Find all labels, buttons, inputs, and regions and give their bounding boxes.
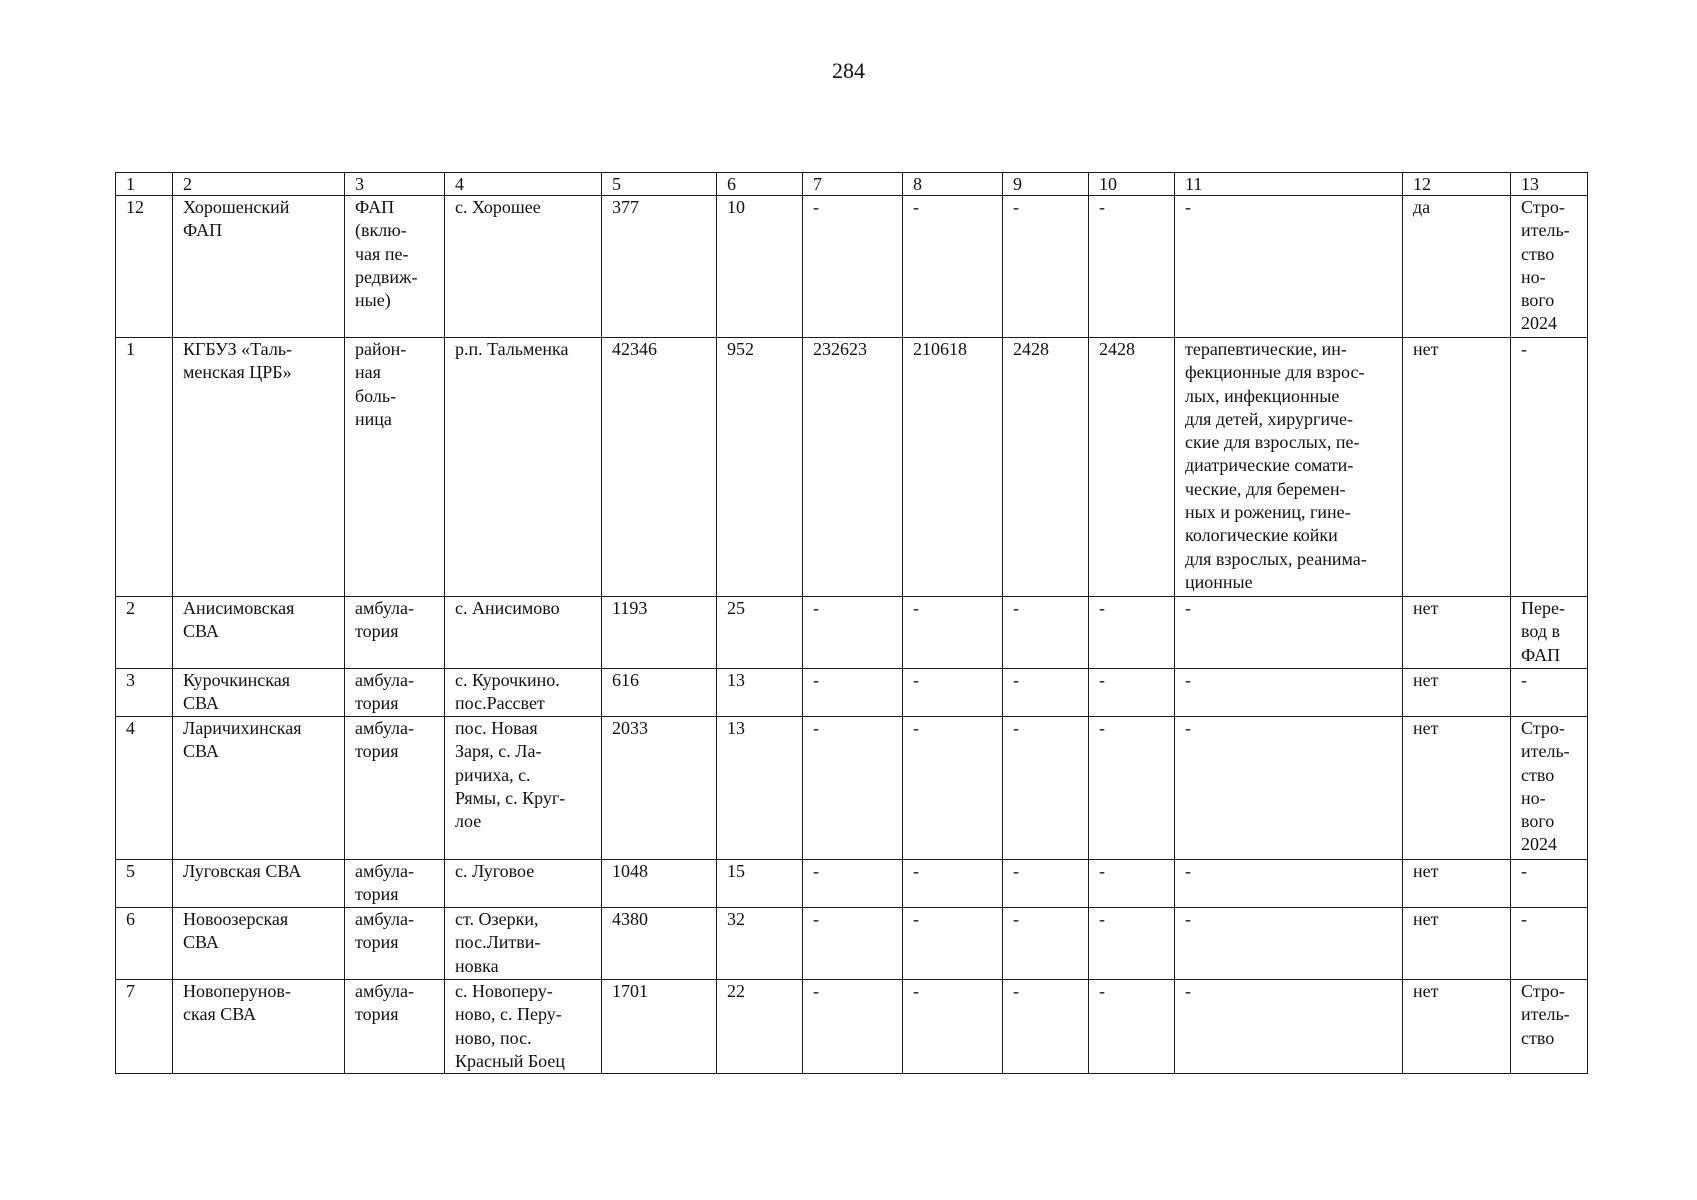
table-cell: - bbox=[1511, 338, 1588, 597]
table-row bbox=[116, 860, 1588, 908]
table-cell: амбула- тория bbox=[345, 908, 445, 980]
table-row bbox=[116, 980, 1588, 1074]
table-cell: - bbox=[1003, 196, 1089, 338]
table-cell: - bbox=[1175, 908, 1403, 980]
table-cell: с. Новоперу- ново, с. Перу- ново, пос. Красный Боец bbox=[445, 980, 602, 1074]
table-cell: амбула- тория bbox=[345, 860, 445, 908]
table-cell: амбула- тория bbox=[345, 980, 445, 1074]
table-cell: 42346 bbox=[602, 338, 717, 597]
table-row bbox=[116, 908, 1588, 980]
table-cell: Новоозерская СВА bbox=[173, 908, 345, 980]
table-cell: - bbox=[1511, 908, 1588, 980]
table-cell: - bbox=[1089, 597, 1175, 669]
table-cell: - bbox=[1089, 717, 1175, 860]
table-row bbox=[116, 597, 1588, 669]
table-cell: 15 bbox=[717, 860, 803, 908]
table-cell: 22 bbox=[717, 980, 803, 1074]
table-row bbox=[116, 196, 1588, 338]
table-cell: - bbox=[1175, 717, 1403, 860]
table-cell: - bbox=[903, 196, 1003, 338]
table-cell: - bbox=[803, 669, 903, 717]
table-cell: - bbox=[803, 717, 903, 860]
table-cell: 10 bbox=[717, 196, 803, 338]
table-cell: - bbox=[803, 196, 903, 338]
table-cell: амбула- тория bbox=[345, 597, 445, 669]
table-cell: нет bbox=[1403, 908, 1511, 980]
table-cell: - bbox=[1511, 860, 1588, 908]
table-cell: 12 bbox=[116, 196, 173, 338]
table-cell: 13 bbox=[717, 669, 803, 717]
table-cell: - bbox=[1175, 669, 1403, 717]
table-cell: ст. Озерки, пос.Литви- новка bbox=[445, 908, 602, 980]
table-cell: - bbox=[1089, 980, 1175, 1074]
table-cell: с. Хорошее bbox=[445, 196, 602, 338]
table-cell: Хорошенский ФАП bbox=[173, 196, 345, 338]
table-cell: с. Курочкино. пос.Рассвет bbox=[445, 669, 602, 717]
table-cell: пос. Новая Заря, с. Ла- ричиха, с. Рямы, с. Круг- лое bbox=[445, 717, 602, 860]
table-cell: - bbox=[903, 717, 1003, 860]
table-cell: нет bbox=[1403, 597, 1511, 669]
table-cell: - bbox=[1089, 669, 1175, 717]
table-cell: - bbox=[803, 597, 903, 669]
table-cell: 6 bbox=[116, 908, 173, 980]
table-cell: - bbox=[903, 860, 1003, 908]
table-cell: - bbox=[1003, 669, 1089, 717]
table-cell: р.п. Тальменка bbox=[445, 338, 602, 597]
column-number-cell: 9 bbox=[1003, 173, 1089, 196]
table-cell: КГБУЗ «Таль- менская ЦРБ» bbox=[173, 338, 345, 597]
table-cell: нет bbox=[1403, 717, 1511, 860]
table-cell: - bbox=[903, 669, 1003, 717]
table-cell: район- ная боль- ница bbox=[345, 338, 445, 597]
table-cell: - bbox=[1003, 860, 1089, 908]
table-cell: ФАП (вклю- чая пе- редвиж- ные) bbox=[345, 196, 445, 338]
column-number-cell: 8 bbox=[903, 173, 1003, 196]
table-cell: да bbox=[1403, 196, 1511, 338]
column-number-cell: 1 bbox=[116, 173, 173, 196]
table-cell: Курочкинская СВА bbox=[173, 669, 345, 717]
table-cell: Новоперунов- ская СВА bbox=[173, 980, 345, 1074]
column-number-cell: 10 bbox=[1089, 173, 1175, 196]
table-cell: - bbox=[803, 860, 903, 908]
column-number-cell: 2 bbox=[173, 173, 345, 196]
column-number-cell: 13 bbox=[1511, 173, 1588, 196]
table-cell: нет bbox=[1403, 338, 1511, 597]
table-cell: 1048 bbox=[602, 860, 717, 908]
column-number-cell: 4 bbox=[445, 173, 602, 196]
column-number-cell: 6 bbox=[717, 173, 803, 196]
table-cell: - bbox=[1089, 196, 1175, 338]
table-cell: 4380 bbox=[602, 908, 717, 980]
table-row bbox=[116, 338, 1588, 597]
table-cell: 952 bbox=[717, 338, 803, 597]
table-cell: 3 bbox=[116, 669, 173, 717]
table-cell: Луговская СВА bbox=[173, 860, 345, 908]
table-cell: 5 bbox=[116, 860, 173, 908]
table-cell: 232623 bbox=[803, 338, 903, 597]
table-cell: 210618 bbox=[903, 338, 1003, 597]
table-cell: - bbox=[1003, 908, 1089, 980]
table-cell: 25 bbox=[717, 597, 803, 669]
table-cell: 7 bbox=[116, 980, 173, 1074]
column-number-cell: 7 bbox=[803, 173, 903, 196]
table-cell: - bbox=[1511, 669, 1588, 717]
table-cell: 616 bbox=[602, 669, 717, 717]
table-cell: 377 bbox=[602, 196, 717, 338]
table-cell: 2 bbox=[116, 597, 173, 669]
table-cell: - bbox=[1003, 597, 1089, 669]
table-cell: 1 bbox=[116, 338, 173, 597]
table-cell: нет bbox=[1403, 980, 1511, 1074]
table-cell: - bbox=[903, 908, 1003, 980]
table-cell: - bbox=[903, 597, 1003, 669]
table-cell: с. Анисимово bbox=[445, 597, 602, 669]
table-cell: Пере- вод в ФАП bbox=[1511, 597, 1588, 669]
data-table bbox=[115, 172, 1588, 1074]
table-cell: Стро- итель- ство но- вого 2024 bbox=[1511, 717, 1588, 860]
column-number-cell: 5 bbox=[602, 173, 717, 196]
table-cell: терапевтические, ин- фекционные для взрос- лых, инфекционные для детей, хирургиче- ские для взрослых, пе- диатрические сомати- ческие, для беремен- ных и рожениц, гине- кологические койки для взрослых, реанима- ционные bbox=[1175, 338, 1403, 597]
table-cell: - bbox=[1089, 908, 1175, 980]
table-cell: 2428 bbox=[1003, 338, 1089, 597]
page-number: 284 bbox=[832, 58, 865, 83]
table-cell: 1193 bbox=[602, 597, 717, 669]
column-number-cell: 3 bbox=[345, 173, 445, 196]
table-cell: нет bbox=[1403, 669, 1511, 717]
table-cell: 2428 bbox=[1089, 338, 1175, 597]
table-header-row bbox=[116, 173, 1588, 196]
table-cell: - bbox=[1003, 980, 1089, 1074]
table-cell: Стро- итель- ство bbox=[1511, 980, 1588, 1074]
column-number-cell: 11 bbox=[1175, 173, 1403, 196]
table-cell: Ларичихинская СВА bbox=[173, 717, 345, 860]
table-cell: - bbox=[803, 980, 903, 1074]
table-cell: - bbox=[1175, 196, 1403, 338]
table-cell: амбула- тория bbox=[345, 717, 445, 860]
table-cell: с. Луговое bbox=[445, 860, 602, 908]
table-cell: 1701 bbox=[602, 980, 717, 1074]
table-cell: 13 bbox=[717, 717, 803, 860]
table-cell: - bbox=[903, 980, 1003, 1074]
table-row bbox=[116, 717, 1588, 860]
table-cell: Анисимовская СВА bbox=[173, 597, 345, 669]
table-cell: - bbox=[1175, 860, 1403, 908]
table-cell: Стро- итель- ство но- вого 2024 bbox=[1511, 196, 1588, 338]
table-cell: - bbox=[1175, 980, 1403, 1074]
table-row bbox=[116, 669, 1588, 717]
table-cell: - bbox=[1175, 597, 1403, 669]
table-cell: 2033 bbox=[602, 717, 717, 860]
table-cell: 4 bbox=[116, 717, 173, 860]
column-number-cell: 12 bbox=[1403, 173, 1511, 196]
table-cell: - bbox=[803, 908, 903, 980]
table-cell: - bbox=[1003, 717, 1089, 860]
table-cell: нет bbox=[1403, 860, 1511, 908]
table-cell: - bbox=[1089, 860, 1175, 908]
table-cell: 32 bbox=[717, 908, 803, 980]
table-cell: амбула- тория bbox=[345, 669, 445, 717]
